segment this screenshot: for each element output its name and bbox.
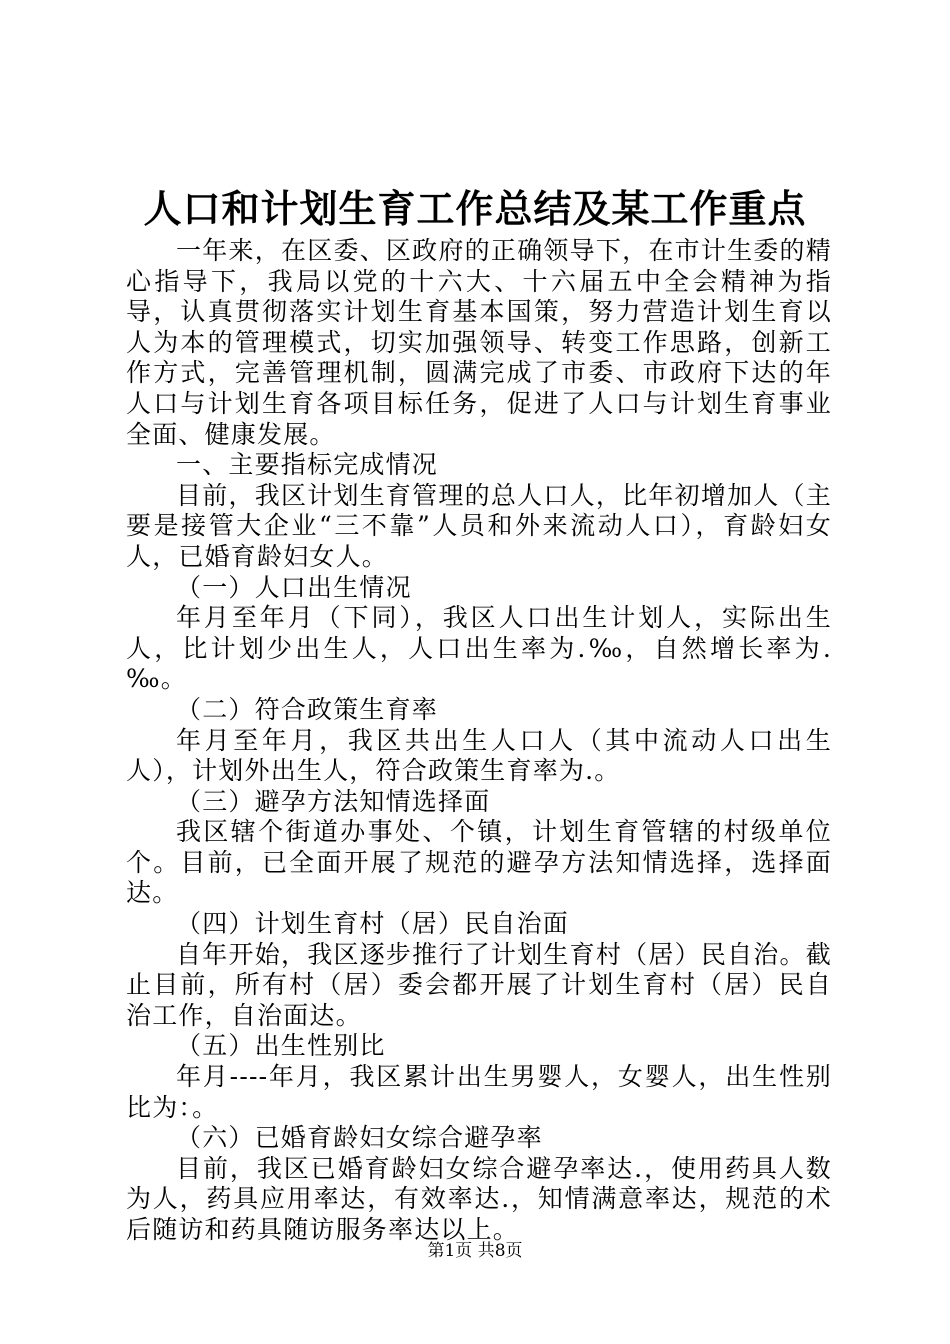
paragraph-village-autonomy: 自年开始，我区逐步推行了计划生育村（居）民自治。截止目前，所有村（居）委会都开展了计划生育村（居）民自治工作，自治面达。: [126, 939, 832, 1030]
subheading-sex-ratio: （五）出生性别比: [176, 1031, 386, 1061]
subheading-contraception-rate: （六）已婚育龄妇女综合避孕率: [176, 1123, 543, 1153]
document-body: [126, 236, 832, 1246]
subheading-village-autonomy: （四）计划生育村（居）民自治面: [176, 909, 570, 939]
subheading-birth-situation: （一）人口出生情况: [176, 572, 412, 602]
subheading-policy-birth-rate: （二）符合政策生育率: [176, 694, 439, 724]
intro-paragraph: 一年来，在区委、区政府的正确领导下，在市计生委的精心指导下，我局以党的十六大、十六届五中全会精神为指导，认真贯彻落实计划生育基本国策，努力营造计划生育以人为本的管理模式，切实加强领导、转变工作思路，创新工作方式，完善管理机制，圆满完成了市委、市政府下达的年人口与计划生育各项目标任务，促进了人口与计划生育事业全面、健康发展。: [126, 236, 832, 449]
paragraph-birth-situation: 年月至年月（下同），我区人口出生计划人，实际出生人，比计划少出生人，人口出生率为.‰，自然增长率为.‰。: [126, 603, 832, 694]
paragraph-sex-ratio: 年月----年月，我区累计出生男婴人，女婴人，出生性别比为：。: [126, 1062, 832, 1122]
paragraph-population: 目前，我区计划生育管理的总人口人，比年初增加人（主要是接管大企业“三不靠”人员和外来流动人口），育龄妇女人，已婚育龄妇女人。: [126, 480, 832, 571]
paragraph-policy-birth-rate: 年月至年月，我区共出生人口人（其中流动人口出生人），计划外出生人，符合政策生育率为.。: [126, 725, 832, 786]
section-heading-main-indicators: 一、主要指标完成情况: [176, 450, 439, 480]
document-title: 人口和计划生育工作总结及某工作重点: [143, 186, 807, 231]
paragraph-contraception-choice: 我区辖个街道办事处、个镇，计划生育管辖的村级单位个。目前，已全面开展了规范的避孕方法知情选择，选择面达。: [126, 817, 832, 908]
paragraph-contraception-rate: 目前，我区已婚育龄妇女综合避孕率达.，使用药具人数为人，药具应用率达，有效率达.，知情满意率达，规范的术后随访和药具随访服务率达以上。: [126, 1153, 832, 1244]
page-number-footer: 第1页 共8页: [427, 1241, 523, 1261]
subheading-contraception-choice: （三）避孕方法知情选择面: [176, 786, 491, 816]
